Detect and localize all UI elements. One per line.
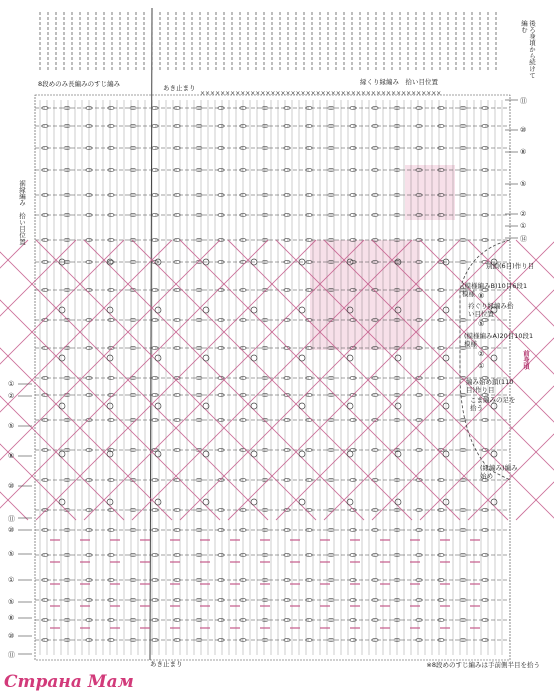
lattice-line [0,240,124,520]
row-label-right: ⑭ [520,235,527,243]
pink-highlight [310,240,420,350]
cluster-mark [491,499,497,505]
row8-pattern-note: 8段めのみ長編みのすじ編み [38,80,121,88]
lattice-line [0,240,172,520]
row-label-left: ⑤ [8,598,15,606]
border-marks: ×××××××××××××××××××××××××××××××××××××××××××××××× [200,90,442,97]
cluster-mark [59,451,65,457]
opening-bottom-note: あき止まり [150,660,183,668]
hem-border-pickup-note: 裾縁編み 拾い目位置 [18,180,26,245]
row-label-left: ⑩ [8,526,15,534]
row-label-left: ⑩ [8,632,15,640]
cluster-mark [299,355,305,361]
opening-line [150,8,152,660]
cluster-mark [251,499,257,505]
row-label-right: ⑤ [520,180,527,188]
collar-pickup-note: 衿ぐり縁編み拾い目位置 [468,302,514,318]
row-label-left: ⑤ [8,550,15,558]
cluster-mark [251,403,257,409]
back-body-note: 後ろ身頃から続けて編む [520,20,536,79]
cluster-mark [59,403,65,409]
cluster-mark [59,307,65,313]
row-label-left: ① [8,380,15,388]
cluster-mark [299,499,305,505]
opening-top-note: あき止まり [163,84,196,92]
row-label-left: ① [8,576,15,584]
start-chain-note: 編み始め鎖(110目)作り目 [466,378,514,394]
row-label-right: ⑧ [520,148,527,156]
pattern-b-note: (模様編みB)10目6段1模様 [462,282,528,298]
pick-stitch-note: こま編みの足を拾う [470,396,516,412]
cluster-mark [299,403,305,409]
cluster-mark [155,451,161,457]
row-label-left: ② [8,392,15,400]
cluster-mark [251,451,257,457]
cluster-mark [59,355,65,361]
cluster-mark [395,451,401,457]
cluster-mark [299,451,305,457]
cluster-mark [155,307,161,313]
cluster-mark [299,307,305,313]
row-label-right: ① [520,222,527,230]
cluster-mark [395,499,401,505]
cluster-mark [491,355,497,361]
neckline-curve [460,240,510,480]
row-label-right: ① [478,362,485,370]
row-label-right: ⑪ [520,97,527,105]
cluster-mark [395,403,401,409]
edging-start-note: (縁編み)編み始め [480,464,518,480]
pattern-a-note: (模様編みA)20目10段1模様 [464,332,534,348]
row-label-left: ⑧ [8,452,15,460]
row-label-left: ⑧ [8,614,15,622]
row-label-right: ② [478,350,485,358]
row-label-right: ② [520,210,527,218]
cluster-mark [395,355,401,361]
row-label-right: ⑧ [478,292,485,300]
cluster-mark [59,499,65,505]
cluster-mark [491,451,497,457]
row-label-left: ⑪ [8,515,15,523]
cluster-mark [251,355,257,361]
cluster-mark [251,307,257,313]
row-label-left: ⑤ [8,422,15,430]
site-watermark: Страна Мам [4,672,134,692]
row-label-left: ⑩ [8,482,15,490]
row-label-right: ⑤ [478,320,485,328]
cluster-mark [155,499,161,505]
separate-thread-note: 別鎖(6目)作り目 [486,262,535,270]
front-body-note: 前身頃 [522,350,530,370]
row-label-left: ⑪ [8,651,15,659]
lattice-line [0,240,124,520]
lattice-line [0,240,172,520]
cluster-mark [155,403,161,409]
pink-highlight [405,165,455,220]
footnote: ※8段めのすじ編みは手前側半目を拾う [426,661,540,669]
cluster-mark [155,355,161,361]
row-label-right: ⑩ [520,126,527,134]
border-pickup-note: 縁くり縁編み 拾い目位置 [360,78,438,86]
